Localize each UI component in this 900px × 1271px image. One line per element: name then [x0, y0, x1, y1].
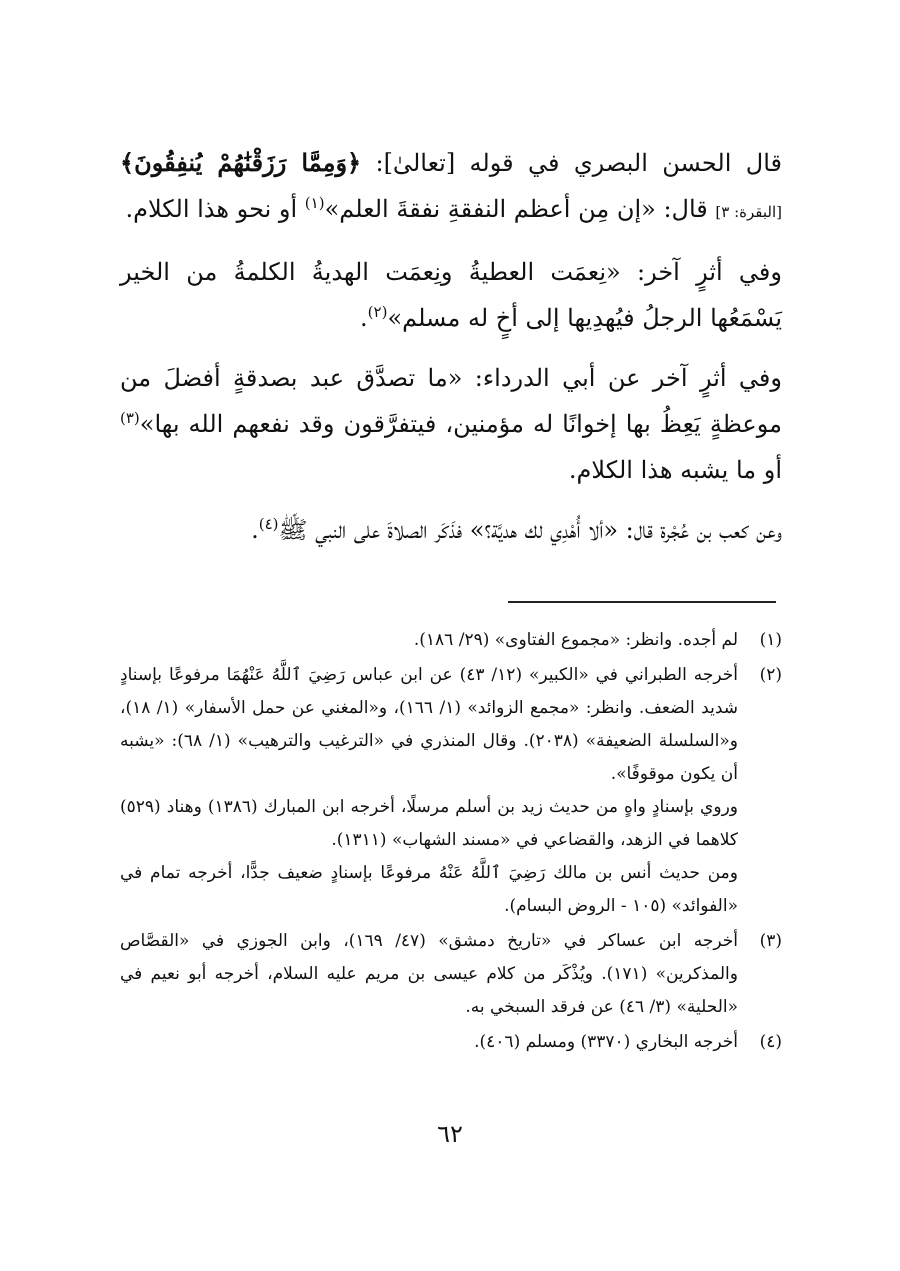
- footnote-4: [120, 1026, 782, 1059]
- footnote-number: (٣): [759, 931, 782, 951]
- quran-verse: ﴿وَمِمَّا رَزَقْنَٰهُمْ يُنفِقُونَ﴾: [120, 148, 362, 177]
- footnote-number: (١): [759, 630, 782, 650]
- footnote-1: [120, 624, 782, 657]
- para1-quote: قال: «إن مِن أعظم النفقةِ نفقةَ العلم»: [324, 195, 708, 223]
- para2-tail: .: [360, 304, 368, 332]
- footnote-text: وروي بإسنادٍ واهٍ من حديث زيد بن أسلم مرسلًا، أخرجه ابن المبارك (١٣٨٦) وهناد (٥٢٩) كلاهما في الزهد، والقضاعي في «مسند الشهاب» (١٣١١).: [120, 797, 738, 850]
- verse-reference: [البقرة: ٣]: [715, 203, 782, 221]
- para3-tail: أو ما يشبه هذا الكلام.: [568, 456, 782, 484]
- para4-text: وعن كعب بن عُجْرة قال: «ألا أُهْدِي لك هديَّة؟» فذَكَر الصلاةَ على النبي ﷺ: [278, 516, 782, 544]
- footnote-3: [120, 925, 782, 1024]
- footnote-marker-2: (٢): [367, 303, 388, 321]
- footnote-number: (٤): [759, 1032, 782, 1052]
- footnote-marker-1: (١): [304, 194, 325, 212]
- footnote-text: لم أجده. وانظر: «مجموع الفتاوى» (٢٩/ ١٨٦).: [413, 630, 738, 650]
- para2-text: وفي أثرٍ آخر: «نِعمَت العطيةُ ونِعمَت الهديةُ الكلمةُ من الخير يَسْمَعُها الرجلُ فيُهدِيها إلى أخٍ له مسلم»: [120, 258, 782, 332]
- footnotes: [120, 624, 782, 1061]
- footnote-text: ومن حديث أنس بن مالك رَضِيَ ٱللَّهُ عَنْهُ مرفوعًا بإسنادٍ ضعيف جدًّا، أخرجه تمام في «الفوائد» (١٠٥ - الروض البسام).: [120, 863, 738, 916]
- paragraph-hasan-basri: [120, 140, 782, 235]
- footnote-text: أخرجه ابن عساكر في «تاريخ دمشق» (٤٧/ ١٦٩)، وابن الجوزي في «القصَّاص والمذكرين» (١٧١). ويُذْكَر من كلام عيسى بن مريم عليه السلام، أخرجه أبو نعيم في «الحلية» (٣/ ٤٦) عن فرقد السبخي به.: [120, 931, 738, 1017]
- para1-intro: قال الحسن البصري في قوله [تعالىٰ]:: [375, 149, 782, 177]
- footnote-number: (٢): [759, 665, 782, 685]
- footnote-text: أخرجه البخاري (٣٣٧٠) ومسلم (٤٠٦).: [474, 1032, 738, 1052]
- paragraph-kaab-ujra: [120, 507, 782, 553]
- footnote-separator: [508, 601, 776, 603]
- para1-tail: أو نحو هذا الكلام.: [125, 195, 298, 223]
- main-text: [120, 140, 782, 567]
- para3-text: وفي أثرٍ آخر عن أبي الدرداء: «ما تصدَّق عبد بصدقةٍ أفضلَ من موعظةٍ يَعِظُ بها إخوانًا له مؤمنين، فيتفرَّقون وقد نفعهم الله بها»: [120, 364, 782, 438]
- footnote-marker-3: (٣): [120, 409, 140, 427]
- paragraph-athar-kalima: [120, 249, 782, 341]
- para4-tail: .: [251, 516, 259, 544]
- footnote-marker-4: (٤): [258, 515, 279, 533]
- page-number: ٦٢: [437, 1120, 463, 1148]
- footnote-2: [120, 659, 782, 923]
- footnote-text: أخرجه الطبراني في «الكبير» (١٢/ ٤٣) عن ابن عباس رَضِيَ ٱللَّهُ عَنْهُمَا مرفوعًا بإسنادٍ شديد الضعف. وانظر: «مجمع الزوائد» (١/ ١٦٦)، و«المغني عن حمل الأسفار» (١/ ١٨)، و«السلسلة الضعيفة» (٢٠٣٨). وقال المنذري في «الترغيب والترهيب» (١/ ٦٨): «يشبه أن يكون موقوفًا».: [120, 665, 738, 784]
- paragraph-abu-darda: [120, 355, 782, 493]
